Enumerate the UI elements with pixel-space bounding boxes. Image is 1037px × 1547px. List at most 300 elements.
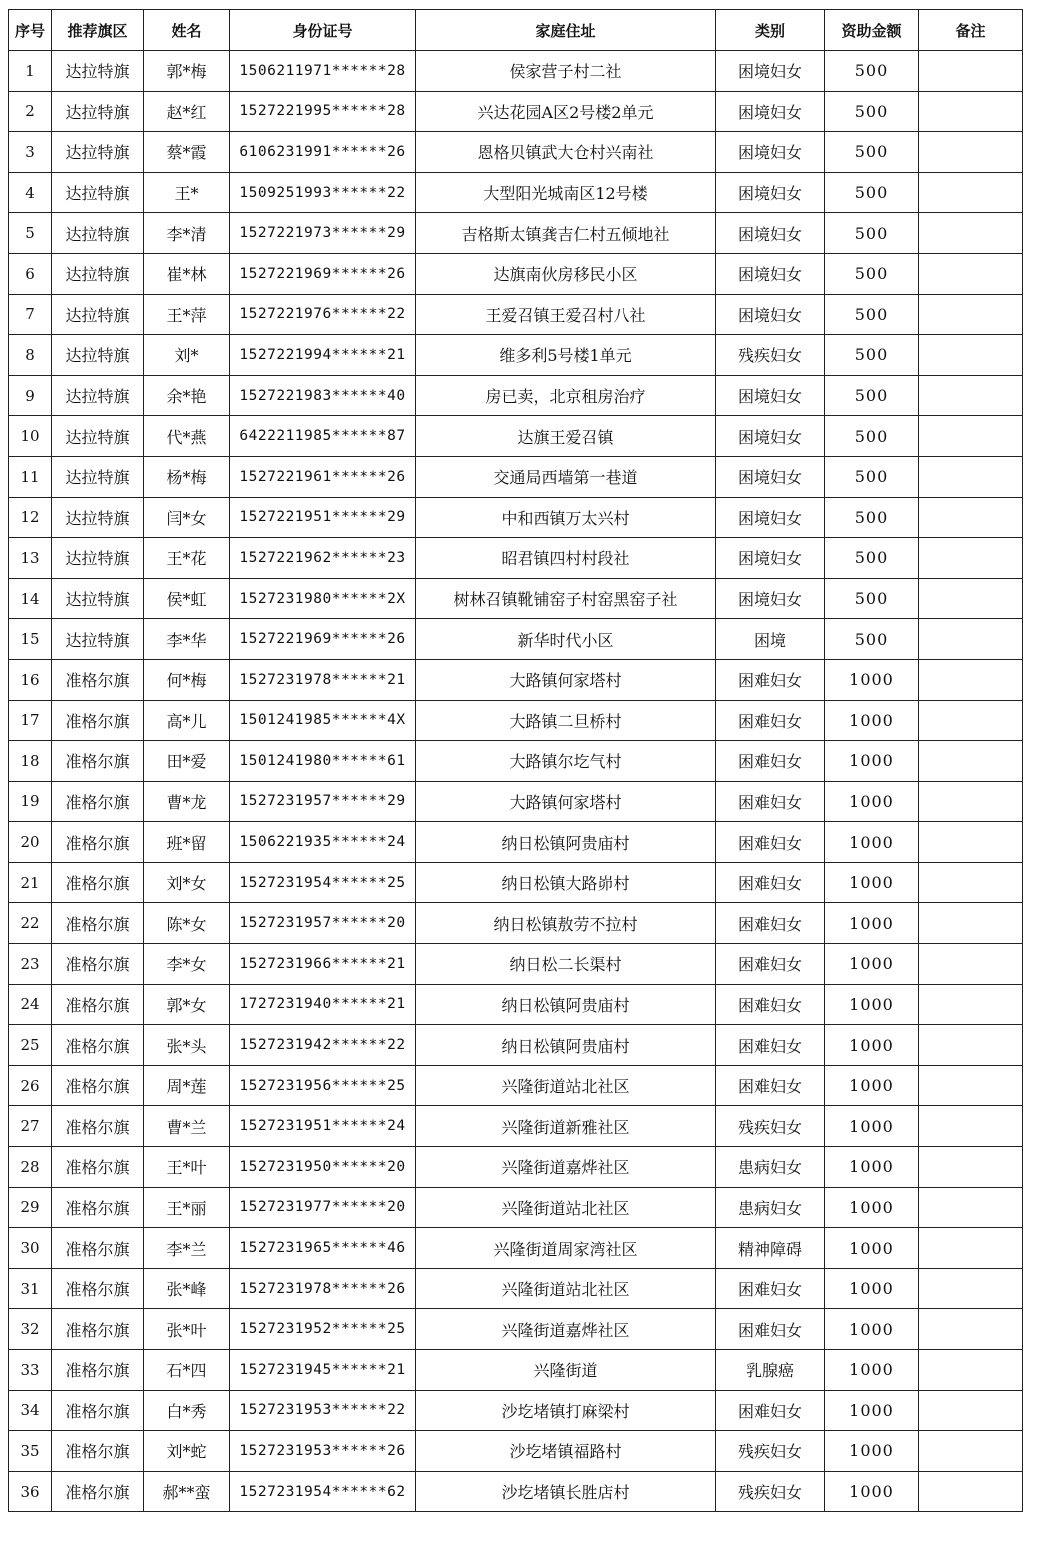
cell-district: 准格尔旗 xyxy=(52,944,144,985)
cell-name: 陈*女 xyxy=(144,903,230,944)
cell-seq: 9 xyxy=(9,375,52,416)
cell-seq: 36 xyxy=(9,1471,52,1512)
cell-remarks xyxy=(919,213,1023,254)
cell-amount: 1000 xyxy=(825,984,919,1025)
cell-idcard: 1527231980******2X xyxy=(230,578,416,619)
cell-amount: 500 xyxy=(825,497,919,538)
cell-address: 沙圪堵镇长胜店村 xyxy=(416,1471,716,1512)
cell-category: 困境妇女 xyxy=(716,253,825,294)
cell-district: 准格尔旗 xyxy=(52,1390,144,1431)
cell-category: 精神障碍 xyxy=(716,1228,825,1269)
cell-district: 准格尔旗 xyxy=(52,984,144,1025)
cell-remarks xyxy=(919,294,1023,335)
cell-name: 田*爱 xyxy=(144,741,230,782)
table-row xyxy=(9,51,1023,92)
cell-idcard: 1527231951******24 xyxy=(230,1106,416,1147)
cell-name: 王*萍 xyxy=(144,294,230,335)
cell-name: 高*儿 xyxy=(144,700,230,741)
cell-seq: 8 xyxy=(9,335,52,376)
cell-remarks xyxy=(919,619,1023,660)
cell-amount: 500 xyxy=(825,456,919,497)
cell-remarks xyxy=(919,1309,1023,1350)
cell-amount: 1000 xyxy=(825,1106,919,1147)
cell-category: 患病妇女 xyxy=(716,1187,825,1228)
table-row xyxy=(9,578,1023,619)
table-row xyxy=(9,1350,1023,1391)
cell-name: 白*秀 xyxy=(144,1390,230,1431)
cell-category: 困境妇女 xyxy=(716,213,825,254)
table-row xyxy=(9,1471,1023,1512)
cell-category: 困境妇女 xyxy=(716,375,825,416)
cell-district: 达拉特旗 xyxy=(52,538,144,579)
cell-district: 准格尔旗 xyxy=(52,1147,144,1188)
table-row xyxy=(9,741,1023,782)
table-row xyxy=(9,781,1023,822)
cell-name: 班*留 xyxy=(144,822,230,863)
cell-address: 纳日松镇敖劳不拉村 xyxy=(416,903,716,944)
cell-idcard: 1527221969******26 xyxy=(230,619,416,660)
cell-name: 杨*梅 xyxy=(144,456,230,497)
cell-remarks xyxy=(919,944,1023,985)
cell-amount: 500 xyxy=(825,51,919,92)
cell-address: 大路镇尔圪气村 xyxy=(416,741,716,782)
cell-address: 纳日松镇阿贵庙村 xyxy=(416,984,716,1025)
cell-name: 曹*龙 xyxy=(144,781,230,822)
cell-category: 残疾妇女 xyxy=(716,335,825,376)
cell-category: 困境妇女 xyxy=(716,578,825,619)
cell-amount: 500 xyxy=(825,172,919,213)
cell-address: 中和西镇万太兴村 xyxy=(416,497,716,538)
cell-idcard: 1527231957******29 xyxy=(230,781,416,822)
table-row xyxy=(9,1228,1023,1269)
cell-district: 达拉特旗 xyxy=(52,456,144,497)
cell-address: 兴达花园A区2号楼2单元 xyxy=(416,91,716,132)
cell-category: 乳腺癌 xyxy=(716,1350,825,1391)
cell-amount: 500 xyxy=(825,213,919,254)
cell-remarks xyxy=(919,1025,1023,1066)
cell-district: 达拉特旗 xyxy=(52,619,144,660)
cell-category: 困难妇女 xyxy=(716,1025,825,1066)
cell-district: 达拉特旗 xyxy=(52,91,144,132)
cell-district: 准格尔旗 xyxy=(52,822,144,863)
cell-category: 困境妇女 xyxy=(716,172,825,213)
cell-remarks xyxy=(919,862,1023,903)
cell-idcard: 1527231977******20 xyxy=(230,1187,416,1228)
cell-amount: 1000 xyxy=(825,903,919,944)
cell-seq: 30 xyxy=(9,1228,52,1269)
cell-remarks xyxy=(919,578,1023,619)
cell-address: 房已卖，北京租房治疗 xyxy=(416,375,716,416)
cell-seq: 27 xyxy=(9,1106,52,1147)
cell-remarks xyxy=(919,1471,1023,1512)
cell-seq: 6 xyxy=(9,253,52,294)
cell-district: 达拉特旗 xyxy=(52,213,144,254)
cell-idcard: 1527231953******22 xyxy=(230,1390,416,1431)
cell-idcard: 1527221973******29 xyxy=(230,213,416,254)
cell-idcard: 1527231965******46 xyxy=(230,1228,416,1269)
cell-amount: 500 xyxy=(825,294,919,335)
cell-category: 困境妇女 xyxy=(716,51,825,92)
header-idcard: 身份证号 xyxy=(230,10,416,51)
cell-seq: 3 xyxy=(9,132,52,173)
cell-remarks xyxy=(919,335,1023,376)
cell-name: 赵*红 xyxy=(144,91,230,132)
cell-category: 残疾妇女 xyxy=(716,1106,825,1147)
cell-district: 达拉特旗 xyxy=(52,132,144,173)
cell-category: 困境妇女 xyxy=(716,456,825,497)
cell-address: 交通局西墙第一巷道 xyxy=(416,456,716,497)
cell-name: 李*兰 xyxy=(144,1228,230,1269)
table-row xyxy=(9,1431,1023,1472)
cell-idcard: 1527231953******26 xyxy=(230,1431,416,1472)
cell-amount: 500 xyxy=(825,578,919,619)
cell-amount: 1000 xyxy=(825,1187,919,1228)
cell-amount: 500 xyxy=(825,375,919,416)
cell-idcard: 1527221961******26 xyxy=(230,456,416,497)
cell-amount: 1000 xyxy=(825,862,919,903)
cell-seq: 23 xyxy=(9,944,52,985)
cell-remarks xyxy=(919,1065,1023,1106)
cell-seq: 19 xyxy=(9,781,52,822)
cell-category: 残疾妇女 xyxy=(716,1431,825,1472)
cell-address: 纳日松镇大路峁村 xyxy=(416,862,716,903)
cell-seq: 4 xyxy=(9,172,52,213)
cell-remarks xyxy=(919,1268,1023,1309)
cell-name: 刘* xyxy=(144,335,230,376)
cell-name: 李*华 xyxy=(144,619,230,660)
cell-amount: 1000 xyxy=(825,1228,919,1269)
cell-address: 兴隆街道站北社区 xyxy=(416,1268,716,1309)
cell-district: 准格尔旗 xyxy=(52,1350,144,1391)
cell-remarks xyxy=(919,1390,1023,1431)
cell-idcard: 1527231966******21 xyxy=(230,944,416,985)
cell-category: 困难妇女 xyxy=(716,700,825,741)
table-row xyxy=(9,213,1023,254)
table-row xyxy=(9,1268,1023,1309)
cell-idcard: 1527221976******22 xyxy=(230,294,416,335)
table-row xyxy=(9,1106,1023,1147)
cell-amount: 1000 xyxy=(825,781,919,822)
cell-remarks xyxy=(919,1106,1023,1147)
cell-category: 困难妇女 xyxy=(716,984,825,1025)
cell-category: 困难妇女 xyxy=(716,1309,825,1350)
cell-address: 大路镇二旦桥村 xyxy=(416,700,716,741)
cell-remarks xyxy=(919,781,1023,822)
table-row xyxy=(9,903,1023,944)
cell-seq: 35 xyxy=(9,1431,52,1472)
cell-idcard: 1527231954******25 xyxy=(230,862,416,903)
cell-amount: 500 xyxy=(825,619,919,660)
cell-remarks xyxy=(919,51,1023,92)
cell-amount: 1000 xyxy=(825,741,919,782)
header-amount: 资助金额 xyxy=(825,10,919,51)
table-row xyxy=(9,172,1023,213)
cell-seq: 2 xyxy=(9,91,52,132)
cell-idcard: 1527221994******21 xyxy=(230,335,416,376)
table-row xyxy=(9,1390,1023,1431)
cell-seq: 1 xyxy=(9,51,52,92)
cell-name: 刘*女 xyxy=(144,862,230,903)
table-row xyxy=(9,1025,1023,1066)
cell-name: 郭*梅 xyxy=(144,51,230,92)
cell-name: 王* xyxy=(144,172,230,213)
table-row xyxy=(9,132,1023,173)
cell-amount: 500 xyxy=(825,91,919,132)
cell-address: 大路镇何家塔村 xyxy=(416,781,716,822)
header-category: 类别 xyxy=(716,10,825,51)
table-row xyxy=(9,253,1023,294)
cell-seq: 25 xyxy=(9,1025,52,1066)
cell-remarks xyxy=(919,132,1023,173)
cell-seq: 17 xyxy=(9,700,52,741)
cell-district: 达拉特旗 xyxy=(52,416,144,457)
cell-address: 王爱召镇王爱召村八社 xyxy=(416,294,716,335)
header-seq: 序号 xyxy=(9,10,52,51)
table-row xyxy=(9,294,1023,335)
cell-seq: 26 xyxy=(9,1065,52,1106)
cell-address: 新华时代小区 xyxy=(416,619,716,660)
header-row xyxy=(9,10,1023,51)
cell-category: 困境妇女 xyxy=(716,132,825,173)
table-body xyxy=(9,51,1023,1512)
cell-district: 达拉特旗 xyxy=(52,253,144,294)
cell-address: 兴隆街道站北社区 xyxy=(416,1187,716,1228)
cell-category: 困境妇女 xyxy=(716,416,825,457)
cell-seq: 15 xyxy=(9,619,52,660)
cell-district: 准格尔旗 xyxy=(52,700,144,741)
cell-address: 沙圪堵镇打麻梁村 xyxy=(416,1390,716,1431)
cell-address: 达旗南伙房移民小区 xyxy=(416,253,716,294)
cell-district: 达拉特旗 xyxy=(52,335,144,376)
cell-category: 困境妇女 xyxy=(716,497,825,538)
cell-idcard: 1527231957******20 xyxy=(230,903,416,944)
cell-idcard: 6106231991******26 xyxy=(230,132,416,173)
cell-name: 余*艳 xyxy=(144,375,230,416)
cell-category: 困难妇女 xyxy=(716,1268,825,1309)
cell-district: 达拉特旗 xyxy=(52,51,144,92)
cell-address: 恩格贝镇武大仓村兴南社 xyxy=(416,132,716,173)
table-row xyxy=(9,416,1023,457)
cell-amount: 500 xyxy=(825,335,919,376)
cell-category: 困难妇女 xyxy=(716,862,825,903)
cell-district: 达拉特旗 xyxy=(52,172,144,213)
cell-remarks xyxy=(919,91,1023,132)
cell-remarks xyxy=(919,1187,1023,1228)
cell-seq: 12 xyxy=(9,497,52,538)
cell-seq: 13 xyxy=(9,538,52,579)
cell-remarks xyxy=(919,172,1023,213)
cell-seq: 11 xyxy=(9,456,52,497)
cell-remarks xyxy=(919,538,1023,579)
table-row xyxy=(9,984,1023,1025)
cell-address: 达旗王爱召镇 xyxy=(416,416,716,457)
cell-name: 王*花 xyxy=(144,538,230,579)
table-row xyxy=(9,1309,1023,1350)
assistance-table xyxy=(8,9,1023,1512)
cell-name: 王*丽 xyxy=(144,1187,230,1228)
table-row xyxy=(9,619,1023,660)
cell-amount: 1000 xyxy=(825,1390,919,1431)
cell-address: 大路镇何家塔村 xyxy=(416,659,716,700)
cell-category: 困难妇女 xyxy=(716,822,825,863)
cell-category: 困境妇女 xyxy=(716,294,825,335)
cell-name: 郭*女 xyxy=(144,984,230,1025)
cell-district: 准格尔旗 xyxy=(52,741,144,782)
cell-district: 准格尔旗 xyxy=(52,1187,144,1228)
cell-category: 困境妇女 xyxy=(716,91,825,132)
cell-address: 大型阳光城南区12号楼 xyxy=(416,172,716,213)
cell-amount: 1000 xyxy=(825,1471,919,1512)
cell-remarks xyxy=(919,741,1023,782)
cell-address: 树林召镇靴铺窑子村窑黑窑子社 xyxy=(416,578,716,619)
header-address: 家庭住址 xyxy=(416,10,716,51)
cell-remarks xyxy=(919,456,1023,497)
cell-idcard: 1501241980******61 xyxy=(230,741,416,782)
table-row xyxy=(9,659,1023,700)
cell-name: 石*四 xyxy=(144,1350,230,1391)
cell-address: 兴隆街道嘉烨社区 xyxy=(416,1309,716,1350)
cell-address: 兴隆街道 xyxy=(416,1350,716,1391)
cell-district: 达拉特旗 xyxy=(52,375,144,416)
cell-category: 残疾妇女 xyxy=(716,1471,825,1512)
cell-seq: 29 xyxy=(9,1187,52,1228)
header-remarks: 备注 xyxy=(919,10,1023,51)
cell-amount: 500 xyxy=(825,538,919,579)
cell-category: 困难妇女 xyxy=(716,903,825,944)
cell-amount: 1000 xyxy=(825,1350,919,1391)
cell-category: 困难妇女 xyxy=(716,741,825,782)
cell-idcard: 1527221962******23 xyxy=(230,538,416,579)
cell-idcard: 1506221935******24 xyxy=(230,822,416,863)
cell-remarks xyxy=(919,1350,1023,1391)
cell-remarks xyxy=(919,416,1023,457)
cell-idcard: 1527221995******28 xyxy=(230,91,416,132)
cell-district: 准格尔旗 xyxy=(52,1228,144,1269)
cell-address: 纳日松二长渠村 xyxy=(416,944,716,985)
header-district: 推荐旗区 xyxy=(52,10,144,51)
cell-seq: 18 xyxy=(9,741,52,782)
cell-remarks xyxy=(919,700,1023,741)
table-row xyxy=(9,1065,1023,1106)
cell-amount: 1000 xyxy=(825,1025,919,1066)
cell-district: 准格尔旗 xyxy=(52,781,144,822)
cell-seq: 24 xyxy=(9,984,52,1025)
cell-district: 准格尔旗 xyxy=(52,1431,144,1472)
cell-district: 达拉特旗 xyxy=(52,497,144,538)
cell-name: 张*峰 xyxy=(144,1268,230,1309)
cell-seq: 21 xyxy=(9,862,52,903)
cell-district: 准格尔旗 xyxy=(52,862,144,903)
cell-address: 兴隆街道新雅社区 xyxy=(416,1106,716,1147)
cell-address: 兴隆街道嘉烨社区 xyxy=(416,1147,716,1188)
cell-category: 困境妇女 xyxy=(716,538,825,579)
cell-idcard: 1506211971******28 xyxy=(230,51,416,92)
cell-district: 准格尔旗 xyxy=(52,659,144,700)
cell-district: 准格尔旗 xyxy=(52,1025,144,1066)
cell-district: 准格尔旗 xyxy=(52,1309,144,1350)
table-row xyxy=(9,1147,1023,1188)
cell-idcard: 1527231945******21 xyxy=(230,1350,416,1391)
cell-seq: 5 xyxy=(9,213,52,254)
cell-district: 准格尔旗 xyxy=(52,1106,144,1147)
cell-amount: 1000 xyxy=(825,822,919,863)
cell-name: 王*叶 xyxy=(144,1147,230,1188)
cell-category: 困难妇女 xyxy=(716,781,825,822)
cell-name: 张*叶 xyxy=(144,1309,230,1350)
table-row xyxy=(9,456,1023,497)
table-row xyxy=(9,91,1023,132)
cell-address: 兴隆街道站北社区 xyxy=(416,1065,716,1106)
cell-idcard: 1527231978******26 xyxy=(230,1268,416,1309)
cell-amount: 1000 xyxy=(825,659,919,700)
cell-name: 李*女 xyxy=(144,944,230,985)
cell-name: 蔡*霞 xyxy=(144,132,230,173)
cell-name: 侯*虹 xyxy=(144,578,230,619)
cell-category: 困难妇女 xyxy=(716,659,825,700)
cell-remarks xyxy=(919,1147,1023,1188)
cell-address: 侯家营子村二社 xyxy=(416,51,716,92)
cell-category: 困难妇女 xyxy=(716,1390,825,1431)
cell-idcard: 1527221969******26 xyxy=(230,253,416,294)
cell-seq: 14 xyxy=(9,578,52,619)
cell-name: 郝**蛮 xyxy=(144,1471,230,1512)
cell-amount: 500 xyxy=(825,132,919,173)
cell-idcard: 1527231950******20 xyxy=(230,1147,416,1188)
cell-address: 兴隆街道周家湾社区 xyxy=(416,1228,716,1269)
cell-remarks xyxy=(919,497,1023,538)
cell-name: 张*头 xyxy=(144,1025,230,1066)
cell-category: 困难妇女 xyxy=(716,1065,825,1106)
table-row xyxy=(9,862,1023,903)
cell-seq: 33 xyxy=(9,1350,52,1391)
cell-district: 达拉特旗 xyxy=(52,578,144,619)
header-name: 姓名 xyxy=(144,10,230,51)
cell-remarks xyxy=(919,903,1023,944)
cell-remarks xyxy=(919,659,1023,700)
cell-seq: 20 xyxy=(9,822,52,863)
cell-idcard: 1527231956******25 xyxy=(230,1065,416,1106)
cell-address: 纳日松镇阿贵庙村 xyxy=(416,1025,716,1066)
cell-amount: 1000 xyxy=(825,1147,919,1188)
cell-seq: 34 xyxy=(9,1390,52,1431)
cell-district: 准格尔旗 xyxy=(52,1268,144,1309)
cell-idcard: 1509251993******22 xyxy=(230,172,416,213)
cell-amount: 1000 xyxy=(825,1431,919,1472)
cell-name: 刘*蛇 xyxy=(144,1431,230,1472)
cell-name: 何*梅 xyxy=(144,659,230,700)
cell-seq: 32 xyxy=(9,1309,52,1350)
table-row xyxy=(9,822,1023,863)
cell-district: 准格尔旗 xyxy=(52,1471,144,1512)
cell-seq: 7 xyxy=(9,294,52,335)
cell-district: 准格尔旗 xyxy=(52,903,144,944)
cell-seq: 28 xyxy=(9,1147,52,1188)
cell-remarks xyxy=(919,984,1023,1025)
cell-seq: 22 xyxy=(9,903,52,944)
cell-idcard: 1527231942******22 xyxy=(230,1025,416,1066)
cell-name: 李*清 xyxy=(144,213,230,254)
table-row xyxy=(9,944,1023,985)
cell-address: 维多利5号楼1单元 xyxy=(416,335,716,376)
cell-idcard: 1527231978******21 xyxy=(230,659,416,700)
table-row xyxy=(9,497,1023,538)
cell-remarks xyxy=(919,1228,1023,1269)
cell-idcard: 1527231954******62 xyxy=(230,1471,416,1512)
cell-amount: 500 xyxy=(825,253,919,294)
cell-category: 困境 xyxy=(716,619,825,660)
cell-name: 周*莲 xyxy=(144,1065,230,1106)
cell-amount: 1000 xyxy=(825,1309,919,1350)
